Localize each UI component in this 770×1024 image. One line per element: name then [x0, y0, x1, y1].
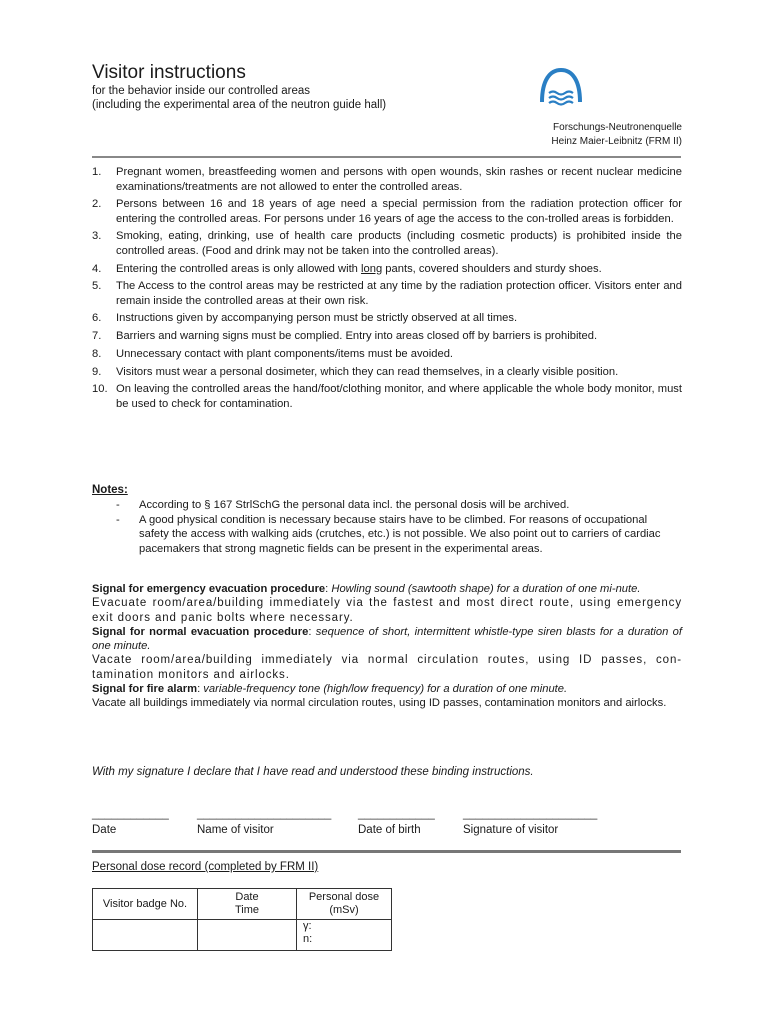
- item-number: 1.: [92, 166, 102, 178]
- header-divider: [92, 156, 681, 158]
- fire-signal-action: Vacate all buildings immediately via normal circulation routes, using ID passes, contamination monitors and airlocks.: [92, 697, 667, 710]
- list-item: [92, 347, 682, 362]
- fire-signal-label: Signal for fire alarm: [92, 683, 198, 696]
- date-signature-line[interactable]: ____________: [92, 808, 169, 820]
- item-number: 10.: [92, 383, 108, 396]
- item-text: The Access to the control areas may be restricted at any time by the radiation protection officer. Visitors enter and remain inside the controlled areas at their own risk.: [116, 280, 682, 307]
- notes-heading: Notes:: [92, 484, 128, 496]
- item-text: Barriers and warning signs must be complied. Entry into areas closed off by barriers is prohibited.: [116, 330, 598, 343]
- date-of-birth-label: Date of birth: [358, 824, 421, 836]
- list-item: [92, 262, 682, 277]
- note-dash: -: [116, 499, 120, 511]
- list-item: [92, 165, 682, 194]
- separator: :: [308, 625, 316, 638]
- separator: :: [325, 583, 332, 595]
- item-text: Visitors must wear a personal dosimeter, which they can read themselves, in a clearly visible position.: [116, 365, 619, 378]
- item-text-underlined: long: [361, 262, 383, 275]
- item-number: 4.: [92, 262, 102, 275]
- note-text: A good physical condition is necessary because stairs have to be climbed. For reasons of occupational safety the access with walking aids (crutches, etc.) is not possible. We also point out to carriers of cardiac pacemakers that strong magnetic fields can be present in the experimental areas.: [139, 513, 661, 555]
- note-item: [116, 498, 672, 513]
- frm2-logo: [538, 66, 584, 108]
- dose-values-cell[interactable]: [297, 920, 392, 951]
- list-item: [92, 365, 682, 380]
- separator: :: [197, 683, 204, 696]
- normal-signal-desc: sequence of short, intermittent whistle-type siren blasts for a duration of one minute.: [92, 625, 683, 653]
- alarm-signals-section: [92, 582, 682, 711]
- signature-label: Signature of visitor: [463, 824, 559, 836]
- normal-signal: [92, 625, 682, 654]
- normal-signal-label: Signal for normal evacuation procedure: [92, 625, 309, 638]
- dose-record-title: Personal dose record (completed by FRM II): [92, 861, 319, 873]
- item-text-after: pants, covered shoulders and sturdy shoes.: [382, 262, 602, 275]
- date-time-cell[interactable]: [198, 920, 297, 951]
- organization-name: [520, 121, 682, 148]
- instruction-list: [92, 165, 682, 414]
- item-number: 2.: [92, 198, 102, 211]
- subtitle-line-2: (including the experimental area of the neutron guide hall): [92, 99, 387, 111]
- date-label: Date: [92, 824, 117, 836]
- emergency-signal-desc: Howling sound (sawtooth shape) for a duration of one mi-nute.: [331, 583, 641, 595]
- emergency-signal-action: Evacuate room/area/building immediately via the fastest and most direct route, using emergency exit doors and panic bolts where necessary.: [92, 597, 682, 624]
- note-item: [116, 513, 672, 557]
- visitor-signature-line[interactable]: _____________________: [463, 808, 598, 820]
- item-text: Unnecessary contact with plant components/items must be avoided.: [116, 347, 454, 360]
- list-item: [92, 382, 682, 411]
- item-number: 9.: [92, 365, 102, 378]
- emergency-signal: [92, 582, 682, 596]
- item-text: Instructions given by accompanying person must be strictly observed at all times.: [116, 312, 518, 325]
- list-item: [92, 279, 682, 308]
- declaration-text: With my signature I declare that I have read and understood these binding instructions.: [92, 766, 534, 778]
- subtitle-line-1: for the behavior inside our controlled areas: [92, 85, 310, 97]
- note-text: According to § 167 StrlSchG the personal data incl. the personal dosis will be archived.: [139, 499, 570, 511]
- neutron-dose-label: n:: [303, 933, 313, 945]
- list-item: [92, 311, 682, 326]
- emergency-signal-label: Signal for emergency evacuation procedure: [92, 583, 326, 595]
- table-row: [93, 889, 392, 920]
- item-number: 3.: [92, 230, 102, 243]
- gamma-dose-label: γ:: [303, 920, 312, 932]
- name-signature-line[interactable]: _____________________: [197, 808, 332, 820]
- normal-signal-action: Vacate room/area/building immediately via normal circulation routes, using ID passes, con-tamination monitors and airlocks.: [92, 654, 682, 681]
- list-item: [92, 329, 682, 344]
- fire-signal: [92, 682, 682, 696]
- page-title: Visitor instructions: [92, 62, 246, 83]
- item-text: Pregnant women, breastfeeding women and persons with open wounds, skin rashes or recent nuclear medicine examinations/treatments are not allowed to enter the controlled areas.: [116, 166, 682, 193]
- personal-dose-text: Personal dose: [308, 891, 380, 903]
- item-number: 5.: [92, 280, 102, 293]
- table-row: [93, 920, 392, 951]
- item-number: 6.: [92, 312, 102, 325]
- time-header-text: Time: [234, 904, 260, 916]
- org-line-1: Forschungs-Neutronenquelle: [553, 122, 682, 133]
- list-item: [92, 229, 682, 258]
- visitor-name-label: Name of visitor: [197, 824, 274, 836]
- notes-list: [116, 498, 672, 556]
- item-text-before: Entering the controlled areas is only allowed with: [116, 262, 362, 275]
- org-line-2: Heinz Maier-Leibnitz (FRM II): [551, 135, 682, 147]
- personal-dose-header: [297, 889, 392, 920]
- date-header-text: Date: [235, 891, 259, 903]
- item-number: 8.: [92, 347, 102, 360]
- note-dash: -: [116, 513, 120, 526]
- section-divider: [92, 850, 681, 853]
- dose-unit-text: (mSv): [329, 904, 359, 916]
- list-item: [92, 197, 682, 226]
- item-text: Persons between 16 and 18 years of age need a special permission from the radiation protection officer for entering the controlled areas. For persons under 16 years of age the access to the con-trolled areas is forbidden.: [116, 198, 682, 225]
- item-text: Smoking, eating, drinking, use of health care products (including cosmetic products) is prohibited inside the controlled areas. (Food and drink may not be taken into the controlled areas).: [116, 230, 682, 257]
- badge-number-cell[interactable]: [93, 920, 198, 951]
- date-time-header: [198, 889, 297, 920]
- item-number: 7.: [92, 330, 102, 343]
- birth-signature-line[interactable]: ____________: [358, 808, 435, 820]
- dose-record-table: [92, 888, 392, 951]
- badge-number-header: Visitor badge No.: [93, 889, 198, 920]
- item-text: On leaving the controlled areas the hand/foot/clothing monitor, and where applicable the whole body monitor, must be used to check for contamination.: [116, 383, 682, 410]
- fire-signal-desc: variable-frequency tone (high/low frequency) for a duration of one minute.: [203, 683, 568, 696]
